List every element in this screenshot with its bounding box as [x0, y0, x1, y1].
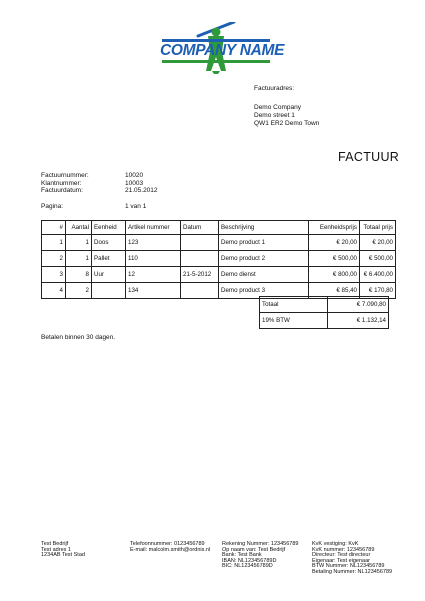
footer-line: BIC: NL123456789D — [222, 563, 273, 570]
footer-line: Telefoonnummer: 0123456789 — [130, 541, 205, 547]
meta-value: 21.05.2012 — [125, 187, 158, 194]
meta-label: Klantnummer: — [41, 179, 82, 187]
table-cell: € 500,00 — [360, 251, 396, 267]
totals-label: Totaal — [260, 297, 328, 313]
footer-bank — [222, 541, 298, 569]
table-cell: Demo dienst — [219, 267, 309, 283]
table-cell: 3 — [42, 267, 66, 283]
column-header: Eenheidsprijs — [309, 221, 360, 235]
totals-row — [260, 313, 389, 329]
table-cell: 1 — [66, 251, 92, 267]
footer-registration — [312, 541, 392, 575]
table-cell: Demo product 3 — [219, 283, 309, 299]
table-cell: 1 — [42, 235, 66, 251]
items-table — [41, 220, 396, 299]
table-cell — [181, 251, 219, 267]
footer-line: Rekening Nummer: 123456789 — [222, 541, 299, 547]
company-logo — [160, 22, 285, 74]
meta-label: Factuurnummer: — [41, 172, 89, 179]
table-cell: 123 — [126, 235, 181, 251]
meta-row-invoice-number — [41, 172, 158, 180]
column-header: # — [42, 221, 66, 235]
table-cell — [181, 235, 219, 251]
table-cell: 4 — [42, 283, 66, 299]
totals-label: 19% BTW — [260, 313, 328, 329]
footer-line: Directeur: Test directeur — [312, 552, 371, 559]
address-line: Demo street 1 — [254, 112, 295, 119]
column-header: Aantal — [66, 221, 92, 235]
totals-table — [259, 296, 389, 329]
table-header-row — [42, 221, 396, 235]
footer-line: KvK nummer: 123456789 — [312, 546, 375, 553]
table-cell: 110 — [126, 251, 181, 267]
table-cell — [181, 283, 219, 299]
column-header: Totaal prijs — [360, 221, 396, 235]
column-header: Datum — [181, 221, 219, 235]
table-cell: 1 — [66, 235, 92, 251]
meta-value: 10003 — [125, 179, 144, 187]
table-row — [42, 235, 396, 251]
table-cell: 21-5-2012 — [181, 267, 219, 283]
logo-text: COMPANY NAME — [160, 42, 285, 59]
footer-line: Test adres 1 — [41, 546, 71, 553]
meta-row-customer-number — [41, 180, 158, 188]
meta-row-invoice-date — [41, 187, 158, 195]
table-cell: 134 — [126, 283, 181, 299]
table-cell: Doos — [92, 235, 126, 251]
column-header: Eenheid — [92, 221, 126, 235]
column-header: Beschrijving — [219, 221, 309, 235]
payment-note: Betalen binnen 30 dagen. — [41, 334, 116, 341]
table-cell: € 800,00 — [309, 267, 360, 283]
footer-line: Betaling Nummer: NL123456789 — [312, 568, 393, 575]
table-cell: € 85,40 — [309, 283, 360, 299]
table-row — [42, 251, 396, 267]
logo-bar-bottom — [162, 60, 270, 63]
totals-value: € 7.090,80 — [328, 297, 389, 313]
table-cell: € 500,00 — [309, 251, 360, 267]
table-cell: 8 — [66, 267, 92, 283]
address-line: Demo Company — [254, 104, 301, 111]
table-cell: Demo product 1 — [219, 235, 309, 251]
address-line: QW1 ER2 Demo Town — [254, 120, 320, 127]
footer-line: 1234AB Test Stad — [41, 552, 85, 559]
table-cell: 2 — [42, 251, 66, 267]
footer-line: BTW Nummer: NL123456789 — [312, 563, 385, 570]
page-label: Pagina: — [41, 203, 64, 210]
billing-address — [254, 104, 319, 128]
footer-line: Eigenaar: Test eigenaar — [312, 557, 370, 564]
totals-row — [260, 297, 389, 313]
table-cell: € 6.400,00 — [360, 267, 396, 283]
table-cell: € 20,00 — [360, 235, 396, 251]
footer-line: Bank: Test Bank — [222, 552, 262, 559]
column-header: Artikel nummer — [126, 221, 181, 235]
footer-company — [41, 541, 85, 558]
footer-contact — [130, 541, 210, 552]
table-cell: 2 — [66, 283, 92, 299]
footer-line: IBAN: NL123456789D — [222, 557, 277, 564]
table-cell: € 170,80 — [360, 283, 396, 299]
invoice-meta — [41, 172, 158, 195]
footer-line: E-mail: malcolm.smith@ordnis.nl — [130, 546, 211, 553]
page-value: 1 van 1 — [125, 203, 147, 210]
table-cell: Uur — [92, 267, 126, 283]
table-cell: € 20,00 — [309, 235, 360, 251]
totals-value: € 1.132,14 — [328, 313, 389, 329]
table-cell: Pallet — [92, 251, 126, 267]
page-info — [41, 203, 146, 211]
table-cell: Demo product 2 — [219, 251, 309, 267]
footer-line: Test Bedrijf — [41, 541, 69, 547]
footer-line: Op naam van: Test Bedrijf — [222, 546, 286, 553]
footer-line: KvK vestiging: KvK — [312, 541, 359, 547]
meta-label: Factuurdatum: — [41, 187, 83, 194]
table-cell — [92, 283, 126, 299]
invoice-title: FACTUUR — [338, 150, 400, 164]
meta-value: 10020 — [125, 172, 144, 179]
table-row — [42, 267, 396, 283]
table-cell: 12 — [126, 267, 181, 283]
billing-address-label: Factuuradres: — [254, 85, 295, 92]
